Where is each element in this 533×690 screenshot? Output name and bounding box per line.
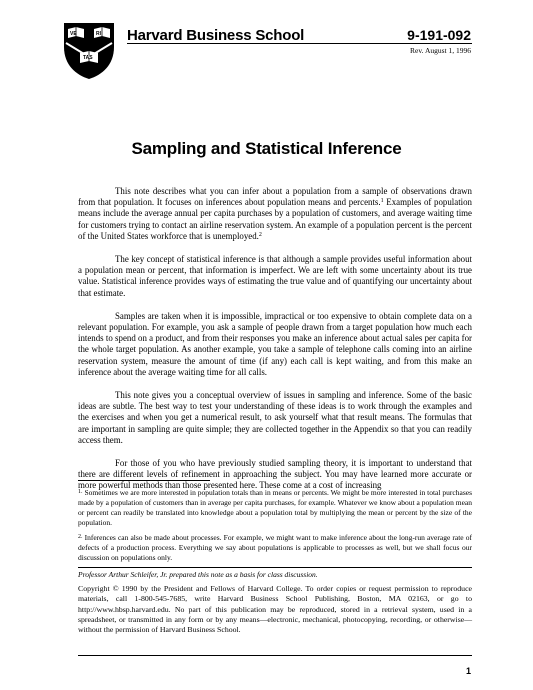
- paragraph-4: This note gives you a conceptual overview of issues in sampling and inference. Some of the basic ideas are subtle. The best way to test your understanding of these ideas is to work through the examples and the exercises and when you get a numerical result, to ask yourself what that result means. The formulas that are important in sampling are quite simple; they are collected together in the Appendix so that you can readily access them.: [78, 390, 472, 445]
- shield-motto-ve: VE: [70, 31, 77, 37]
- footnotes: [78, 487, 472, 567]
- copyright-text-before: Copyright © 1990 by the President and Fellows of Harvard College. To order copies or request permission to reproduce materials, call 1-800-545-7685, write Harvard Business School Publishing, Boston, MA 02163, or go to: [78, 584, 472, 604]
- footnote-2: [78, 532, 472, 563]
- footnote-2-text: Inferences can also be made about processes. For example, we might want to make inference about the long-run average rate of defects of a production process. Everything we say about populations is applicable to processes as well, but we shall focus our discussion on populations only.: [78, 533, 472, 562]
- footnote-rule: [78, 480, 210, 481]
- shield-motto-ri: RI: [96, 31, 101, 37]
- preparer-note: Professor Arthur Schleifer, Jr. prepared this note as a basis for class discussion.: [78, 570, 318, 579]
- document-title: Sampling and Statistical Inference: [131, 139, 402, 158]
- paragraph-3: Samples are taken when it is impossible, impractical or too expensive to obtain complete data on a relevant population. For example, you ask a sample of people drawn from a target population how much each intends to spend on a product, and from their responses you make an inference about actual sales per capita for the whole target population. As another example, you take a sample of telephone calls coming into an airline reservation system, measure the amount of time (if any) each call is kept waiting, and from this make an inference about the average waiting time for all calls.: [78, 310, 472, 377]
- harvard-shield-logo: [62, 21, 116, 81]
- footer-rule: [78, 655, 472, 656]
- footnote-1: [78, 487, 472, 528]
- paragraph-1-part-a: This note describes what you can infer about a population from a sample of observations drawn from that population. It focuses on inferences about population means and percents.: [78, 186, 472, 208]
- footnote-1-text: Sometimes we are more interested in population totals than in means or percents. We might be more interested in total purchases made by a population of customers than in average per capita purchases, for example. Whatever we know about a population mean or percent can readily be translated into knowledge about a population total by multiplying the mean or percent by the size of the population.: [78, 488, 472, 527]
- paragraph-1: [78, 186, 472, 242]
- body-text: [78, 186, 472, 504]
- page-number: 1: [465, 666, 471, 676]
- copyright-notice: [78, 584, 472, 635]
- header-rule: [127, 43, 472, 44]
- revision-date: Rev. August 1, 1996: [410, 46, 471, 55]
- paragraph-2: The key concept of statistical inference is that although a sample provides useful information about a population mean or percent, that information is imperfect. We are left with some uncertainty about its true value. Statistical inference provides ways of estimating the true value and of quantifying our uncertainty about that estimate.: [78, 254, 472, 298]
- preparer-rule: [78, 567, 472, 568]
- document-number: 9-191-092: [407, 27, 471, 43]
- footnote-ref-1: 1: [380, 198, 384, 205]
- footnote-2-number: 2.: [78, 534, 83, 540]
- footnote-1-number: 1.: [78, 489, 83, 495]
- paragraph-5: For those of you who have previously studied sampling theory, it is important to understand that there are different levels of refinement in approaching the subject. You may have learned more accurate or more powerful methods than those presented here. These come at a cost of increasing: [78, 458, 472, 491]
- paragraph-1-part-b: Examples of population means include the average annual per capita purchases by a population of customers, and average waiting time for customers trying to contact an airline reservation system. An example of a population percent is the percent of the United States workforce that is unemployed.: [78, 197, 472, 241]
- copyright-text-after: . No part of this publication may be reproduced, stored in a retrieval system, used in a spreadsheet, or transmitted in any form or by any means—electronic, mechanical, photocopying, recording, or otherwise—without the permission of Harvard Business School.: [78, 604, 472, 635]
- footnote-ref-2: 2: [258, 231, 262, 238]
- shield-motto-tas: TAS: [83, 55, 93, 61]
- school-name: Harvard Business School: [127, 27, 305, 44]
- copyright-url-link[interactable]: http://www.hbsp.harvard.edu: [78, 604, 169, 614]
